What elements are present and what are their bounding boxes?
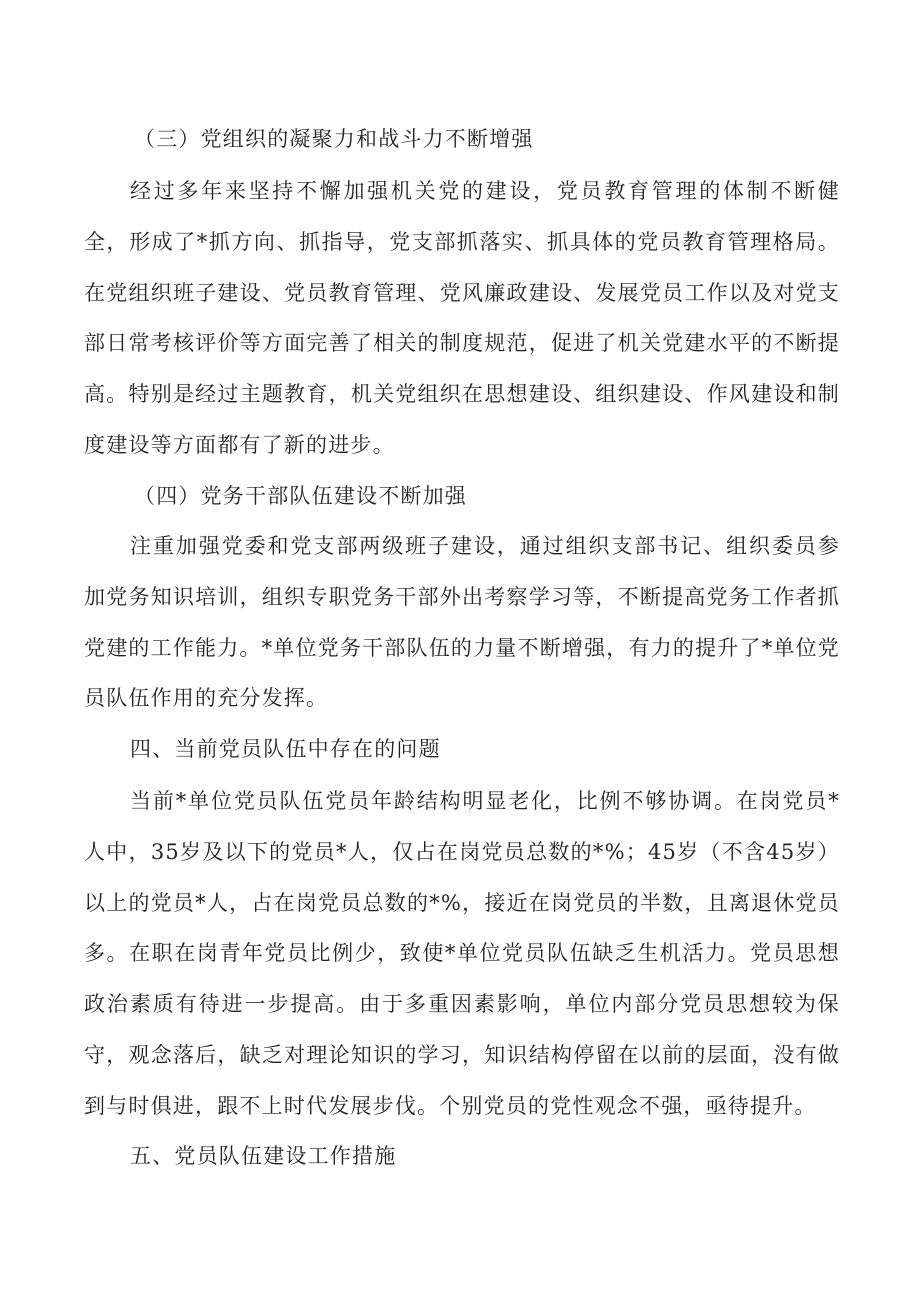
paragraph-chapter-4: 当前*单位党员队伍党员年龄结构明显老化，比例不够协调。在岗党员*人中，35岁及以下的党员*人，仅占在岗党员总数的*%；45岁（不含45岁）以上的党员*人，占在岗党员总数的*%，接近在岗党员的半数，且离退休党员多。在职在岗青年党员比例少，致使*单位党员队伍缺乏生机活力。党员思想政治素质有待进一步提高。由于多重因素影响，单位内部分党员思想较为保守，观念落后，缺乏对理论知识的学习，知识结构停留在以前的层面，没有做到与时俱进，跟不上时代发展步伐。个别党员的党性观念不强，亟待提升。 bbox=[84, 789, 840, 1118]
section-heading-4: （四）党务干部队伍建设不断加强 bbox=[134, 484, 467, 508]
chapter-heading-4: 四、当前党员队伍中存在的问题 bbox=[130, 737, 441, 761]
chapter-heading-5: 五、党员队伍建设工作措施 bbox=[130, 1144, 397, 1168]
paragraph-section-3: 经过多年来坚持不懈加强机关党的建设，党员教育管理的体制不断健全，形成了*抓方向、抓指导，党支部抓落实、抓具体的党员教育管理格局。在党组织班子建设、党员教育管理、党风廉政建设、发展党员工作以及对党支部日常考核评价等方面完善了相关的制度规范，促进了机关党建水平的不断提高。特别是经过主题教育，机关党组织在思想建设、组织建设、作风建设和制度建设等方面都有了新的进步。 bbox=[84, 179, 840, 457]
paragraph-section-4: 注重加强党委和党支部两级班子建设，通过组织支部书记、组织委员参加党务知识培训，组织专职党务干部外出考察学习等，不断提高党务工作者抓党建的工作能力。*单位党务干部队伍的力量不断增强，有力的提升了*单位党员队伍作用的充分发挥。 bbox=[84, 534, 840, 711]
section-heading-3: （三）党组织的凝聚力和战斗力不断增强 bbox=[134, 127, 534, 151]
